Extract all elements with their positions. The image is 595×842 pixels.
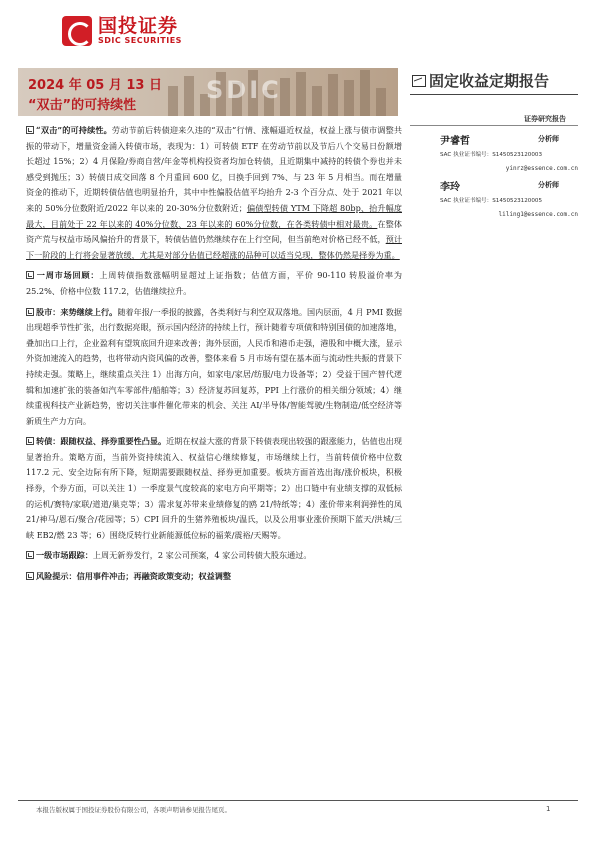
bullet-icon bbox=[26, 437, 34, 445]
report-kind: 证券研究报告 bbox=[524, 114, 566, 123]
paragraph-text: 信用事件冲击；再融资政策变动；权益调整 bbox=[76, 571, 232, 582]
bullet-icon bbox=[26, 551, 34, 559]
analyst-email[interactable]: yinrz@essence.com.cn bbox=[505, 165, 578, 172]
report-title: “双击”的可持续性 bbox=[28, 98, 137, 113]
company-logo bbox=[62, 16, 182, 46]
bullet-icon bbox=[26, 126, 34, 134]
logo-mark-icon bbox=[62, 16, 92, 46]
analyst-role: 分析师 bbox=[538, 134, 559, 143]
body-paragraph bbox=[26, 434, 402, 543]
body-paragraph bbox=[26, 569, 402, 585]
body-paragraph bbox=[26, 305, 402, 430]
chart-icon bbox=[412, 75, 426, 87]
paragraph-lead: 一级市场跟踪： bbox=[36, 550, 93, 561]
highlight-text: 偏债型转债 YTM 下降超 80bp、抬升幅度最大，目前处于 22 年以来的 40%分位数、23 年以来的 60%分位数，在各类转债中相对最贵。 bbox=[26, 202, 402, 229]
analyst-name: 尹睿哲 bbox=[440, 136, 470, 147]
bullet-icon bbox=[26, 572, 34, 580]
paragraph-lead: 转债：跟随权益、择券重要性凸显。 bbox=[36, 436, 167, 447]
page-number: 1 bbox=[546, 805, 551, 813]
analyst-cert: SAC 执业证书编号：S1450523120003 bbox=[440, 152, 543, 158]
paragraph-text: 近期在权益大涨的背景下转债表现出较强的跟涨能力，估值也出现显著抬升。策略方面，当前外资持续流入、权益信心继续修复，市场继续上行，当前转债价格中位数 117.2 元、安全边际有所下降，短期需要跟随权益、择券更加重要。板块方面首选出海/涨价板块，积极择券，个券方面，可以关注 1）一季度景气度较高的家电方向平期等；2）出口链中有业绩支撑的双低标的运机/赛特/家联/道道/巢克等；3）需求复苏带来业绩修复的鸥 21/特纸等；4）涨价带来利润弹性的凤 21/神马/恩石/聚合/花园等；5）CPI 回升的生猪养殖板块/温氏，以及公用事业涨价预期下蓝天/洪城/三峡 EB2/燃 23 等；6）围绕反转行业新能源低位标的福莱/震裕/天赐等。 bbox=[26, 436, 402, 540]
report-type bbox=[412, 70, 549, 91]
paragraph-lead: 风险提示： bbox=[36, 571, 77, 582]
report-body bbox=[26, 123, 402, 590]
banner-watermark: SDIC bbox=[206, 76, 282, 104]
logo-name-en: SDIC SECURITIES bbox=[98, 36, 182, 45]
body-paragraph bbox=[26, 548, 402, 564]
highlight-text: 预计下一阶段的上行将会显著放缓，尤其是对部分估值已经超涨的品种可以适当兑现，整体仍然是择券为重。 bbox=[26, 234, 402, 260]
analyst-email[interactable]: liling1@essence.com.cn bbox=[498, 211, 578, 218]
paragraph-lead: 一周市场回顾： bbox=[36, 270, 100, 281]
paragraph-text: 在整体资产荒与权益市场风偏抬升的背景下，转债估值仍然继续存在上行空间，但当前绝对价格已经不低， bbox=[26, 218, 402, 245]
paragraph-text: 上周转债指数涨幅明显超过上证指数；估值方面，平价 90-110 转股溢价率为 25.2%、价格中位数 117.2，估值继续拉升。 bbox=[26, 270, 402, 296]
bullet-icon bbox=[26, 271, 34, 279]
bullet-icon bbox=[26, 308, 34, 316]
paragraph-text: 劳动节前后转债迎来久违的“双击”行情、涨幅逼近权益，权益上涨与债市调整共振的带动下，增量资金涌入转债市场，表现为：1）可转债 ETF 在劳动节前以及节后八个交易日份额增长超过 15%；2）4 月保险/券商自营/年金等机构投资者均加仓转债，且近期集中减持的转债个券也并未感受到抛压；3）转债日成交回落 8 个月重回 600 亿，日换手回到 7%、与 23 年 5 月相当。而在增量资金的推动下，近期转债估值也明显抬升，其中中性偏股估值平均抬升 2-3 个百分点、处于 2021 年以来的 50%分位数附近/2022 年以来的 20-30%分位数附近； bbox=[26, 125, 402, 213]
paragraph-lead: “双击”的可持续性。 bbox=[36, 125, 112, 135]
report-type-label: 固定收益定期报告 bbox=[429, 72, 550, 90]
logo-name-cn: 国投证券 bbox=[98, 15, 179, 37]
body-paragraph bbox=[26, 268, 402, 299]
banner-decoration bbox=[168, 68, 398, 116]
paragraph-text: 随着年报/一季报的披露，各类利好与利空双双落地。国内层面，4 月 PMI 数据出现超季节性扩张，出行数据亮眼，预示国内经济的持续上行，预计随着专项债和特别国债的加速落地，叠加出口上行，企业盈利有望筑底回升迎来改善；海外层面，人民币和港币走强，港股和中概大涨，显示外资加速流入的趋势，也将带动内资风偏的改善，整体来看 5 月市场有望在基本面与流动性共振的背景下持续走强。策略上，继续重点关注 1）出海方向，如家电/家居/纺服/电力设备等；2）受益于国产替代逻辑和加速扩张的装备如汽车零部件/船舶等；3）经济复苏回复苏，PPI 上行涨价的相关细分领域；4）继续重视科技产业新趋势，密切关注事件催化带来的机会、关注 AI/半导体/智能驾驶/生物制造/低空经济等新质生产力方向。 bbox=[26, 306, 402, 426]
paragraph-text: 上周无新券发行，2 家公司预案，4 家公司转债大股东通过。 bbox=[92, 550, 312, 561]
analyst-cert: SAC 执业证书编号：S1450523120005 bbox=[440, 198, 543, 204]
footer-disclaimer: 本报告版权属于国投证券股份有限公司，各项声明请参见报告尾页。 bbox=[36, 806, 231, 814]
divider bbox=[18, 800, 578, 801]
paragraph-lead: 股市：来势继续上行。 bbox=[36, 306, 118, 317]
report-date: 2024 年 05 月 13 日 bbox=[28, 78, 162, 93]
analyst-name: 李玲 bbox=[440, 182, 460, 193]
analyst-role: 分析师 bbox=[538, 180, 559, 189]
divider bbox=[410, 125, 578, 126]
body-paragraph bbox=[26, 123, 402, 263]
divider bbox=[410, 94, 578, 95]
report-banner bbox=[18, 68, 398, 116]
